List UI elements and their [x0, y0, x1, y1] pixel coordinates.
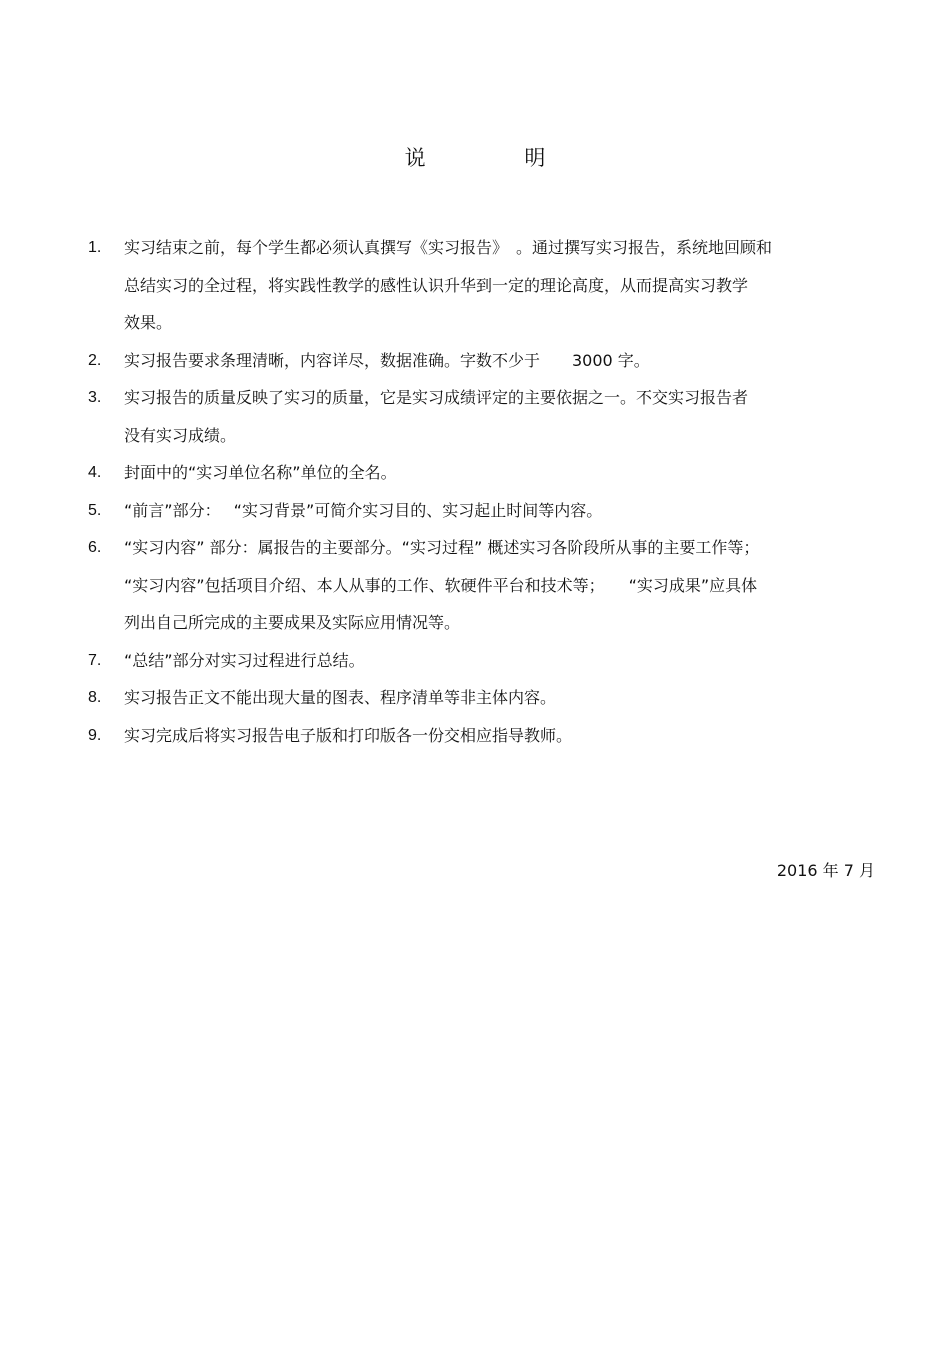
item-line: 效果。 [124, 313, 173, 332]
list-item [88, 642, 878, 680]
item-line: 没有实习成绩。 [124, 425, 237, 445]
item-number: 8. [88, 689, 102, 706]
item-number: 9. [88, 726, 102, 744]
item-line: “实习内容”包括项目介绍、本人从事的工作、软硬件平台和技术等； “实习成果”应具体 [124, 575, 758, 595]
list-item [88, 454, 878, 492]
list-item [88, 229, 878, 342]
item-number: 1. [88, 239, 102, 256]
instruction-list [88, 229, 878, 754]
item-line: 实习报告要求条理清晰，内容详尽，数据准确。字数不少于 3000 字。 [124, 350, 650, 370]
document-date: 2016 年 7 月 [776, 861, 875, 880]
item-line: 总结实习的全过程，将实践性教学的感性认识升华到一定的理论高度，从而提高实习教学 [124, 275, 749, 295]
item-line: 实习报告的质量反映了实习的质量，它是实习成绩评定的主要依据之一。不交实习报告者 [124, 388, 749, 407]
item-number: 5. [88, 501, 102, 519]
item-line: 列出自己所完成的主要成果及实际应用情况等。 [124, 613, 461, 632]
page-title: 说 明 [404, 146, 592, 170]
item-line: “总结”部分对实习过程进行总结。 [124, 650, 365, 670]
item-line: 实习结束之前，每个学生都必须认真撰写《实习报告》 。通过撰写实习报告，系统地回顾和 [124, 238, 773, 257]
list-item [88, 679, 878, 717]
list-item [88, 492, 878, 530]
item-number: 4. [88, 464, 102, 481]
item-line: 实习报告正文不能出现大量的图表、程序清单等非主体内容。 [124, 688, 557, 707]
list-item [88, 717, 878, 755]
list-item [88, 379, 878, 454]
item-line: 实习完成后将实习报告电子版和打印版各一份交相应指导教师。 [124, 725, 573, 745]
item-line: 封面中的“实习单位名称”单位的全名。 [124, 463, 397, 482]
item-line: “实习内容” 部分：属报告的主要部分。“实习过程” 概述实习各阶段所从事的主要工作等； [124, 538, 760, 557]
item-number: 6. [88, 539, 102, 556]
item-number: 3. [88, 389, 102, 406]
item-number: 7. [88, 651, 102, 669]
list-item [88, 529, 878, 642]
item-number: 2. [88, 351, 102, 369]
item-line: “前言”部分： “实习背景”可简介实习目的、实习起止时间等内容。 [124, 500, 603, 520]
list-item [88, 342, 878, 380]
